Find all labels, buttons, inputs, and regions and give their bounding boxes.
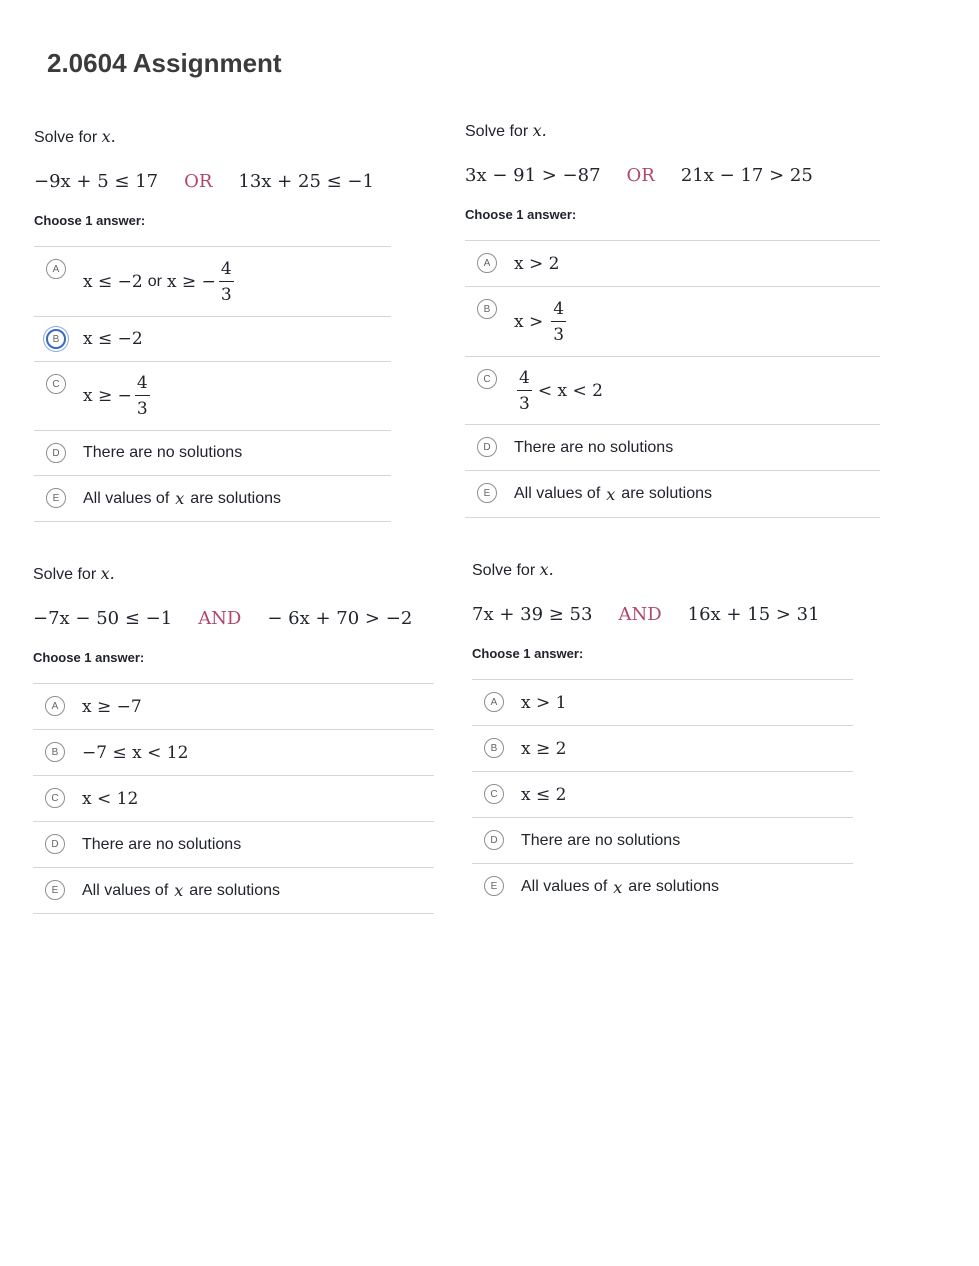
problem-2 (465, 120, 880, 518)
answer-choices (472, 679, 853, 910)
choice-d-text: There are no solutions (514, 438, 674, 456)
choose-label: Choose 1 answer: (34, 213, 146, 228)
choice-e-text: All values of x are solutions (82, 881, 281, 900)
choice-d[interactable] (472, 818, 853, 864)
choice-letter-b[interactable]: B (484, 738, 504, 758)
answer-choices (33, 683, 434, 914)
solve-for-heading: Solve for x. (33, 564, 115, 583)
choice-letter-e[interactable]: E (45, 880, 65, 900)
choose-label: Choose 1 answer: (465, 207, 577, 222)
choose-label: Choose 1 answer: (33, 650, 145, 665)
answer-choices (34, 246, 391, 522)
choice-letter-a[interactable]: A (45, 696, 65, 716)
choice-c-text: $\frac{4}{3}$ < x < 2 (519, 367, 603, 414)
choice-letter-d[interactable]: D (46, 443, 66, 463)
choice-letter-e[interactable]: E (477, 483, 497, 503)
choice-e-text: All values of x are solutions (83, 489, 282, 508)
equation: −9x + 5 ≤ 17 OR 13x + 25 ≤ −1 (34, 171, 374, 192)
choice-c-text: x ≥ − $\frac{4}{3}$ (83, 373, 148, 419)
answer-choices (465, 240, 880, 518)
choice-a-text: x > 2 (514, 253, 560, 274)
choice-e[interactable] (472, 864, 853, 910)
choice-letter-b[interactable]: B (477, 299, 497, 319)
choice-b[interactable] (34, 317, 391, 362)
fraction: $\frac{4}{3}$ (136, 373, 148, 419)
choice-d[interactable] (33, 822, 434, 868)
choice-letter-b[interactable]: B (45, 742, 65, 762)
choice-letter-c[interactable]: C (46, 374, 66, 394)
problem-1 (34, 126, 391, 522)
choice-a[interactable] (34, 247, 391, 317)
choice-e-text: All values of x are solutions (521, 877, 720, 897)
choice-b[interactable] (472, 726, 853, 772)
choice-a-text: x > 1 (521, 692, 567, 713)
fraction: $\frac{4}{3}$ (519, 367, 530, 414)
choice-letter-a[interactable]: A (46, 259, 66, 279)
choice-e[interactable] (465, 471, 880, 518)
choice-b-text: x ≥ 2 (521, 738, 567, 759)
choice-d-text: There are no solutions (82, 835, 242, 853)
choice-e-text: All values of x are solutions (514, 484, 713, 504)
choice-e[interactable] (34, 476, 391, 522)
choice-letter-d[interactable]: D (477, 437, 497, 457)
solve-for-heading: Solve for x. (465, 121, 547, 140)
equation: −7x − 50 ≤ −1 AND − 6x + 70 > −2 (33, 608, 413, 629)
conjunction: OR (626, 165, 655, 186)
page-title: 2.0604 Assignment (47, 48, 282, 78)
conjunction: AND (618, 604, 662, 625)
choice-b[interactable] (33, 730, 434, 776)
choice-c[interactable] (34, 362, 391, 431)
choice-b-text: −7 ≤ x < 12 (82, 742, 189, 763)
choice-letter-b-selected[interactable]: B (46, 329, 66, 349)
fraction: $\frac{4}{3}$ (553, 298, 565, 345)
choice-d[interactable] (465, 425, 880, 471)
choice-letter-d[interactable]: D (45, 834, 65, 854)
conjunction: AND (198, 608, 242, 629)
choice-d-text: There are no solutions (521, 831, 681, 849)
choice-c-text: x ≤ 2 (521, 784, 567, 805)
choice-a[interactable] (465, 241, 880, 287)
conjunction: OR (184, 171, 213, 192)
choice-letter-c[interactable]: C (45, 788, 65, 808)
problem-3 (33, 563, 434, 914)
choice-d-text: There are no solutions (83, 444, 243, 461)
choice-letter-e[interactable]: E (484, 876, 504, 896)
equation: 7x + 39 ≥ 53 AND 16x + 15 > 31 (472, 604, 820, 625)
choice-a-text: x ≤ −2 or x ≥ − $\frac{4}{3}$ (83, 258, 232, 305)
choice-letter-c[interactable]: C (477, 369, 497, 389)
fraction: $\frac{4}{3}$ (220, 258, 232, 305)
choice-b-text: x > $\frac{4}{3}$ (514, 298, 565, 345)
choice-a[interactable] (33, 684, 434, 730)
equation: 3x − 91 > −87 OR 21x − 17 > 25 (465, 165, 813, 186)
choice-b[interactable] (465, 287, 880, 357)
choose-label: Choose 1 answer: (472, 646, 584, 661)
solve-for-heading: Solve for x. (472, 560, 554, 579)
choice-d[interactable] (34, 431, 391, 476)
choice-c[interactable] (33, 776, 434, 822)
choice-e[interactable] (33, 868, 434, 914)
choice-a[interactable] (472, 680, 853, 726)
solve-for-heading: Solve for x. (34, 127, 116, 146)
choice-c[interactable] (472, 772, 853, 818)
choice-letter-a[interactable]: A (484, 692, 504, 712)
choice-c-text: x < 12 (82, 788, 139, 809)
choice-a-text: x ≥ −7 (82, 696, 142, 717)
choice-c[interactable] (465, 357, 880, 425)
choice-b-text: x ≤ −2 (83, 329, 143, 349)
choice-letter-c[interactable]: C (484, 784, 504, 804)
problem-4 (472, 559, 853, 910)
choice-letter-e[interactable]: E (46, 488, 66, 508)
choice-letter-a[interactable]: A (477, 253, 497, 273)
choice-letter-d[interactable]: D (484, 830, 504, 850)
